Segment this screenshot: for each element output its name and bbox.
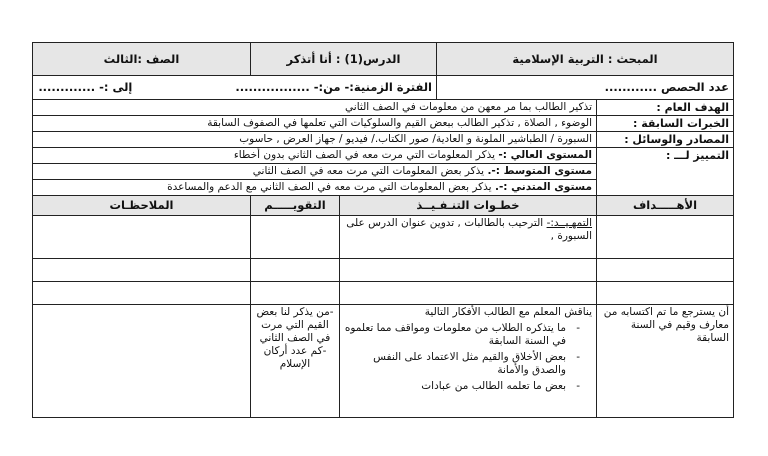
periods-cell: عدد الحصص ............	[436, 76, 733, 100]
low-level-label: مستوى المتدني :-.	[494, 181, 592, 193]
differentiation-label: التمييز لـــ :	[597, 148, 734, 196]
steps-header: خطـوات التنـفـيــذ	[339, 196, 596, 216]
time-frame-from: الفترة الزمنية:- من:- .................	[235, 80, 432, 94]
main-steps-cell	[339, 305, 596, 418]
steps-list-item: - ما يتذكره الطلاب من معلومات ومواقف مما تعلموه في السنة السابقة	[344, 322, 578, 348]
resources-label: المصادر والوسائل :	[597, 132, 734, 148]
main-objective-cell: أن يسترجع ما تم اكتسابه من معارف وقيم في السنة السابقة	[597, 305, 734, 418]
differentiation-mid	[32, 164, 596, 180]
differentiation-high	[32, 148, 596, 164]
blank-cell	[250, 259, 339, 282]
high-level-label: المستوى العالي :-	[498, 149, 592, 161]
prior-experience-label: الخبرات السابقة :	[597, 116, 734, 132]
prior-experience-value: الوضوء , الصلاة , تذكير الطالب ببعض القيم والسلوكيات التي تعلمها في الصفوف السابقة	[32, 116, 596, 132]
differentiation-high-row	[32, 148, 733, 164]
evaluation-question-1: -من يذكر لنا بعض القيم التي مرت في الصف الثاني	[256, 306, 334, 344]
blank-row-1	[32, 259, 733, 282]
high-level-text: يذكر المعلومات التي مرت معه في الصف الثاني بدون أخطاء	[233, 149, 496, 161]
intro-label: التمهـيــد:-	[546, 217, 592, 229]
intro-text: الترحيب بالطالبات , تدوين عنوان الدرس على السبورة ,	[346, 217, 592, 242]
prior-experience-row	[32, 116, 733, 132]
intro-notes-cell	[32, 216, 250, 259]
intro-row	[32, 216, 733, 259]
blank-cell	[597, 282, 734, 305]
blank-cell	[597, 259, 734, 282]
low-level-text: يذكر بعض المعلومات التي مرت معه في الصف الثاني مع الدعم والمساعدة	[167, 181, 492, 193]
differentiation-low	[32, 180, 596, 196]
mid-level-text: يذكر بعض المعلومات التي مرت معه في الصف الثاني	[252, 165, 485, 177]
steps-list-item: - بعض الأخلاق والقيم مثل الاعتماد على النفس والصدق والأمانة	[344, 351, 578, 377]
blank-cell	[32, 282, 250, 305]
steps-list-item: - بعض ما تعلمه الطالب من عبادات	[344, 380, 578, 393]
resources-row	[32, 132, 733, 148]
objectives-header: الأهـــــداف	[597, 196, 734, 216]
mid-level-label: مستوى المتوسط :-.	[487, 165, 592, 177]
steps-intro: يناقش المعلم مع الطالب الأفكار التالية	[424, 306, 592, 318]
main-content-row	[32, 305, 733, 418]
intro-steps-cell	[339, 216, 596, 259]
timing-row	[32, 76, 733, 100]
general-goal-label: الهدف العام :	[597, 100, 734, 116]
blank-cell	[32, 259, 250, 282]
resources-value: السبورة / الطباشير الملونة و العادية/ صور الكتاب./ فيديو / جهاز العرض , حاسوب	[32, 132, 596, 148]
intro-objective-cell	[597, 216, 734, 259]
blank-row-2	[32, 282, 733, 305]
main-evaluation-cell	[250, 305, 339, 418]
time-frame-to: إلى :- .............	[38, 80, 133, 94]
lesson-title-cell: الدرس(1) : أنا أتذكر	[250, 43, 436, 76]
evaluation-header: التقويـــــم	[250, 196, 339, 216]
notes-header: الملاحظـات	[32, 196, 250, 216]
grade-cell: الصف :الثالث	[32, 43, 250, 76]
header-row	[32, 43, 733, 76]
steps-list	[344, 322, 592, 393]
intro-evaluation-cell	[250, 216, 339, 259]
blank-cell	[339, 259, 596, 282]
general-goal-value: تذكير الطالب بما مر معهن من معلومات في الصف الثاني	[32, 100, 596, 116]
general-goal-row	[32, 100, 733, 116]
time-frame-cell	[32, 76, 436, 100]
blank-cell	[339, 282, 596, 305]
main-notes-cell	[32, 305, 250, 418]
lesson-plan-table	[32, 42, 734, 418]
subject-cell: المبحث : التربية الإسلامية	[436, 43, 733, 76]
columns-header-row	[32, 196, 733, 216]
blank-cell	[250, 282, 339, 305]
evaluation-question-2: -كم عدد أركان الإسلام	[263, 345, 327, 370]
lesson-plan-document	[33, 42, 734, 418]
